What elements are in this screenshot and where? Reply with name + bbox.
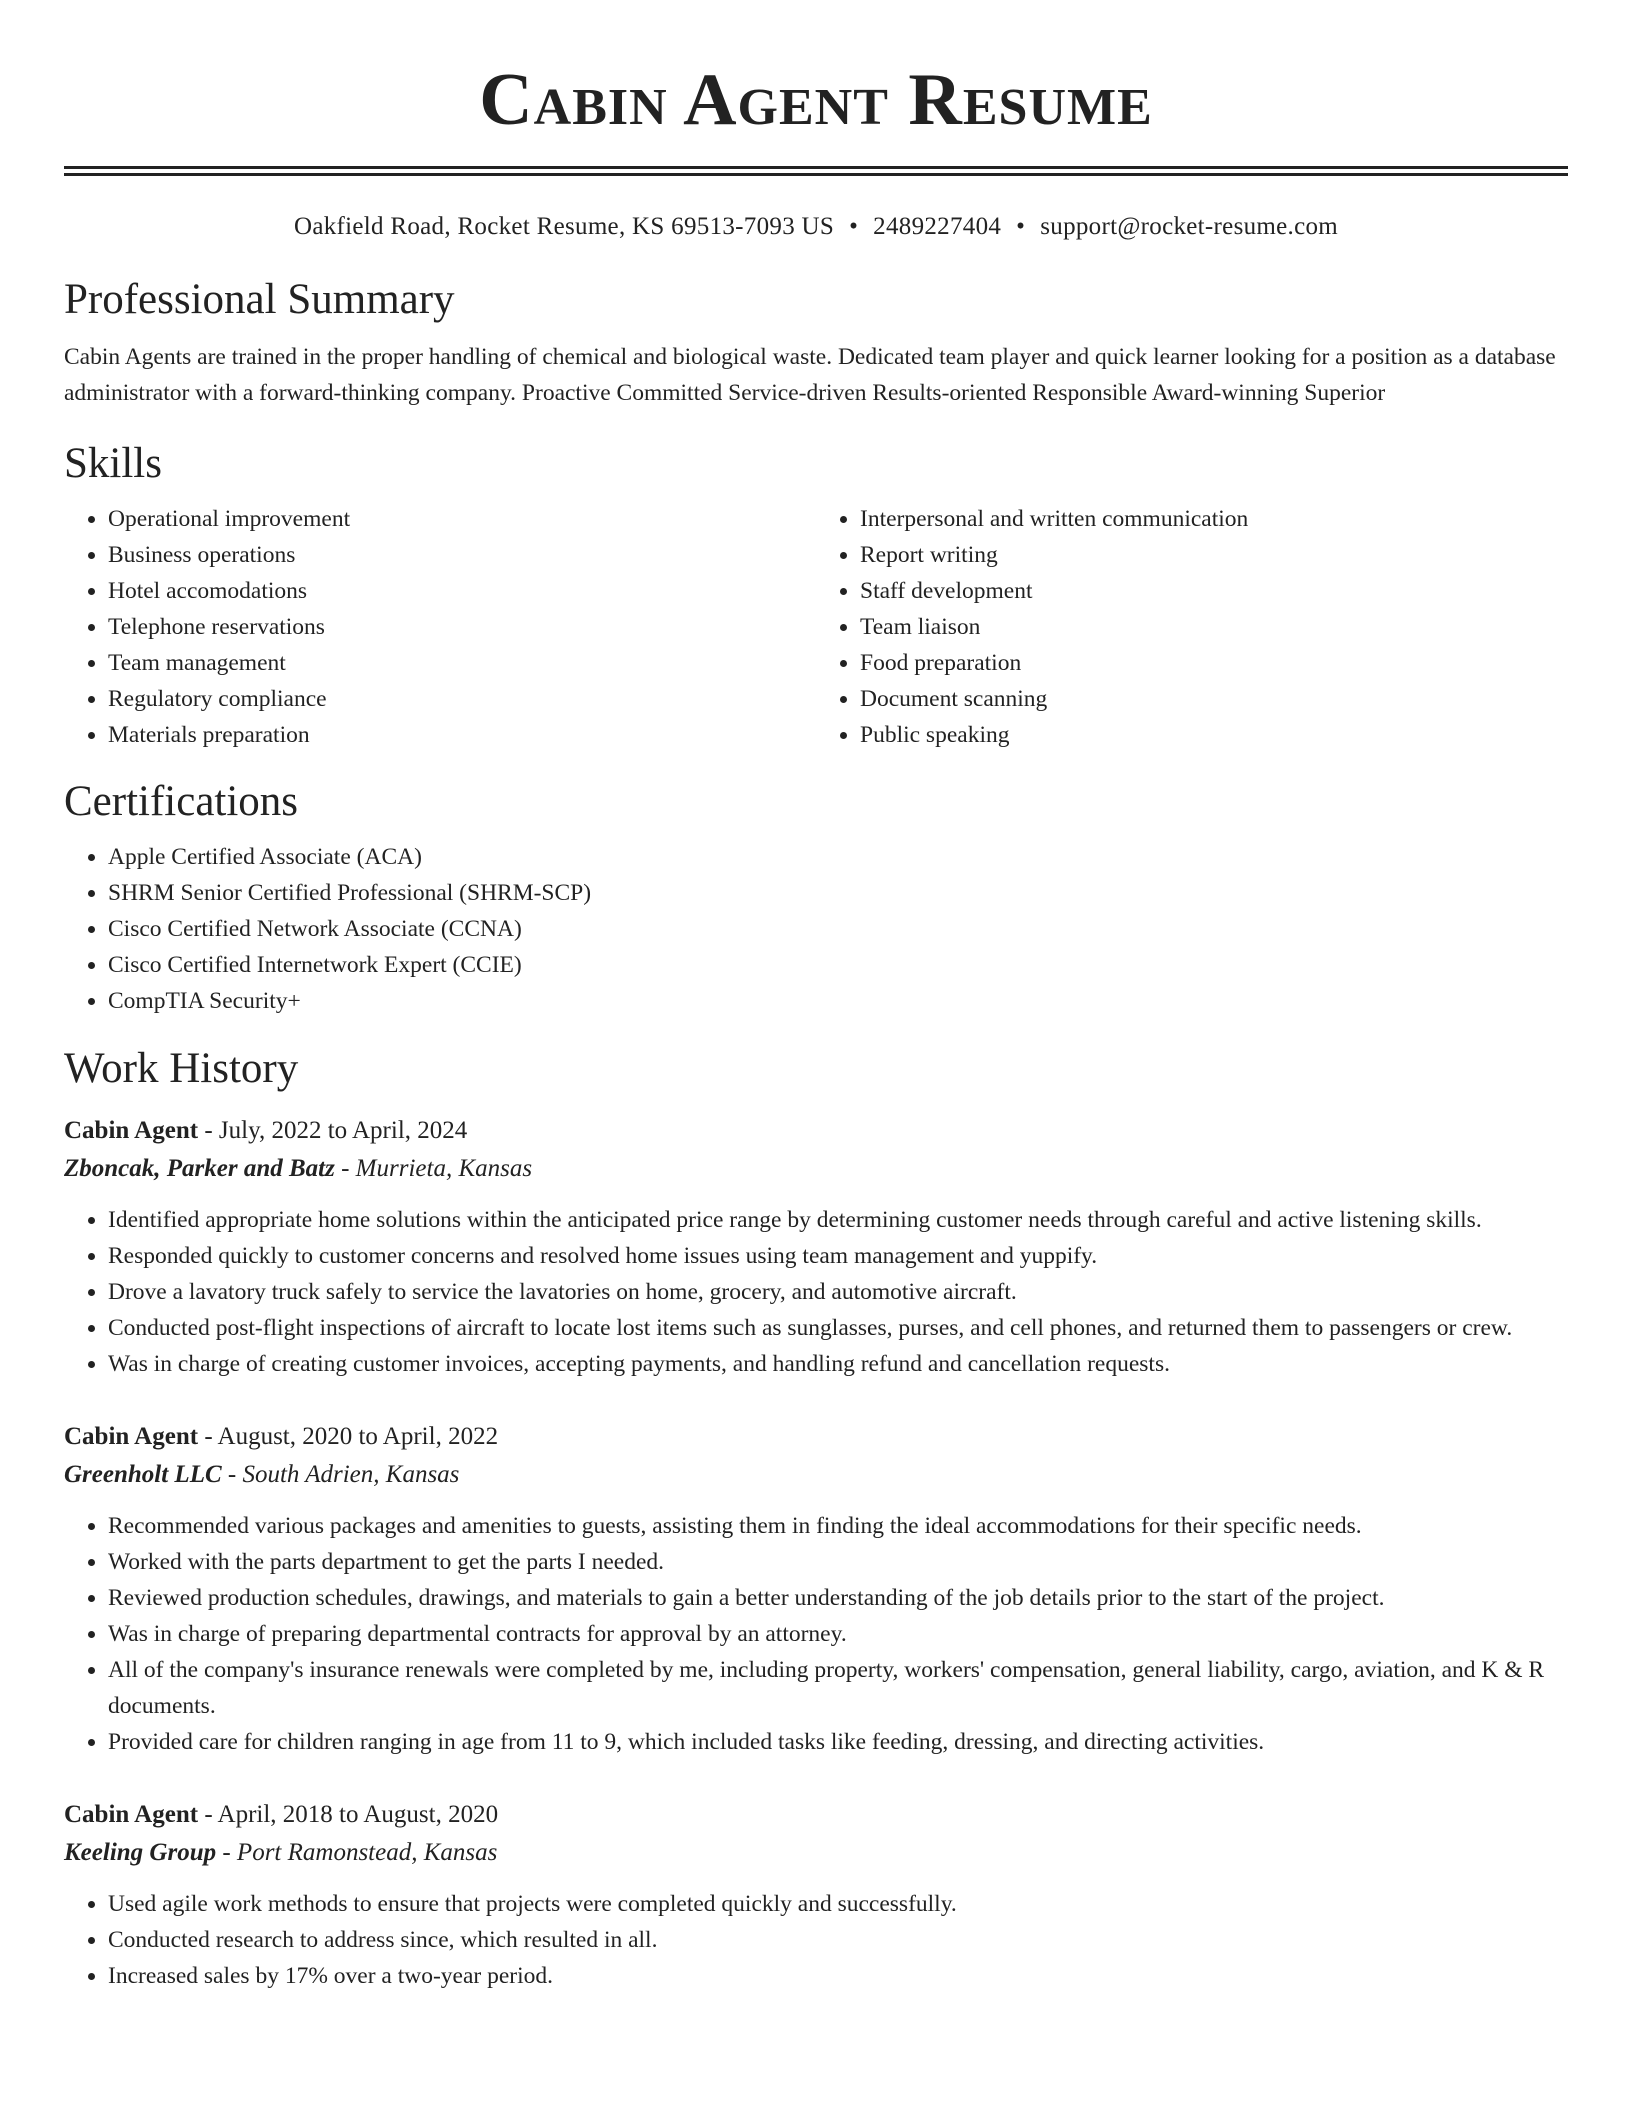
skills-column-left — [64, 501, 816, 753]
skill-item: • Team management — [108, 645, 816, 681]
contact-separator: • — [1016, 213, 1026, 240]
job-bullet: • Identified appropriate home solutions within the anticipated price range by determining customer needs through careful and active listening skills. — [108, 1202, 1568, 1238]
summary-text: Cabin Agents are trained in the proper handling of chemical and biological waste. Dedicated team player and quick learner looking for a position as a database administrator with a forward-thinking company. Proactive Committed Service-driven Results-oriented Responsible Award-winning Superior — [64, 344, 1556, 406]
job-bullet: • Worked with the parts department to get the parts I needed. — [108, 1544, 1568, 1580]
contact-separator: • — [849, 213, 859, 240]
skill-item: • Business operations — [108, 537, 816, 573]
certification-item: • SHRM Senior Certified Professional (SHRM-SCP) — [108, 875, 1568, 911]
job-company: Zboncak, Parker and Batz — [64, 1155, 335, 1182]
job-dates: - April, 2018 to August, 2020 — [198, 1801, 499, 1828]
job-company: Keeling Group — [64, 1839, 217, 1866]
work-history-heading: Work History — [64, 1045, 299, 1092]
skill-item: • Staff development — [860, 573, 1568, 609]
job-bullet: • All of the company's insurance renewals were completed by me, including property, workers' compensation, general liability, cargo, aviation, and K & R documents. — [108, 1652, 1568, 1724]
skill-item: • Food preparation — [860, 645, 1568, 681]
job-location: - Murrieta, Kansas — [334, 1155, 533, 1182]
job-location: - Port Ramonstead, Kansas — [216, 1839, 498, 1866]
job-title-line — [64, 1796, 1568, 1834]
job-bullet: • Drove a lavatory truck safely to service the lavatories on home, grocery, and automotive aircraft. — [108, 1274, 1568, 1310]
job-dates: - July, 2022 to April, 2024 — [198, 1117, 468, 1144]
skill-item: • Operational improvement — [108, 501, 816, 537]
job-dates: - August, 2020 to April, 2022 — [198, 1423, 499, 1450]
job-bullet: • Used agile work methods to ensure that projects were completed quickly and successfully. — [108, 1886, 1568, 1922]
job-entry — [64, 1796, 1568, 1994]
summary-heading: Professional Summary — [64, 276, 455, 323]
job-company-line — [64, 1456, 1568, 1494]
job-bullets — [64, 1202, 1568, 1382]
skill-item: • Team liaison — [860, 609, 1568, 645]
title-double-rule — [64, 166, 1568, 176]
contact-email: support@rocket-resume.com — [1040, 213, 1339, 240]
skills-columns — [64, 501, 1568, 753]
job-company-line — [64, 1150, 1568, 1188]
contact-line — [64, 212, 1568, 242]
job-bullets — [64, 1886, 1568, 1994]
certifications-list — [64, 839, 1568, 1019]
job-title: Cabin Agent — [64, 1423, 199, 1450]
skills-heading: Skills — [64, 440, 162, 487]
job-entry — [64, 1418, 1568, 1760]
job-location: - South Adrien, Kansas — [221, 1461, 460, 1488]
certification-item: • Cisco Certified Network Associate (CCNA) — [108, 911, 1568, 947]
job-bullet: • Provided care for children ranging in age from 11 to 9, which included tasks like feeding, dressing, and directing activities. — [108, 1724, 1568, 1760]
certification-item: • CompTIA Security+ — [108, 983, 1568, 1019]
job-title-line — [64, 1112, 1568, 1150]
job-bullet: • Reviewed production schedules, drawings, and materials to gain a better understanding of the job details prior to the start of the project. — [108, 1580, 1568, 1616]
skill-item: • Public speaking — [860, 717, 1568, 753]
skills-list-left — [64, 501, 816, 753]
skills-column-right — [816, 501, 1568, 753]
certifications-heading: Certifications — [64, 778, 299, 825]
certification-item: • Cisco Certified Internetwork Expert (CCIE) — [108, 947, 1568, 983]
job-bullet: • Responded quickly to customer concerns and resolved home issues using team management and yuppify. — [108, 1238, 1568, 1274]
job-bullet: • Increased sales by 17% over a two-year period. — [108, 1958, 1568, 1994]
skill-item: • Interpersonal and written communication — [860, 501, 1568, 537]
job-entry — [64, 1112, 1568, 1382]
skills-list-right — [816, 501, 1568, 753]
job-company-line — [64, 1834, 1568, 1872]
job-title: Cabin Agent — [64, 1801, 199, 1828]
skill-item: • Materials preparation — [108, 717, 816, 753]
job-bullet: • Recommended various packages and amenities to guests, assisting them in finding the ideal accommodations for their specific needs. — [108, 1508, 1568, 1544]
contact-address: Oakfield Road, Rocket Resume, KS 69513-7093 US — [293, 213, 835, 240]
contact-phone: 2489227404 — [873, 213, 1002, 240]
job-company: Greenholt LLC — [64, 1461, 222, 1488]
page-title: Cabin Agent Resume — [479, 59, 1153, 141]
skill-item: • Document scanning — [860, 681, 1568, 717]
job-title-line — [64, 1418, 1568, 1456]
skill-item: • Regulatory compliance — [108, 681, 816, 717]
skill-item: • Report writing — [860, 537, 1568, 573]
certification-item: • Apple Certified Associate (ACA) — [108, 839, 1568, 875]
job-bullet: • Was in charge of preparing departmental contracts for approval by an attorney. — [108, 1616, 1568, 1652]
skill-item: • Telephone reservations — [108, 609, 816, 645]
job-bullet: • Conducted post-flight inspections of aircraft to locate lost items such as sunglasses, purses, and cell phones, and returned them to passengers or crew. — [108, 1310, 1568, 1346]
job-title: Cabin Agent — [64, 1117, 199, 1144]
skill-item: • Hotel accomodations — [108, 573, 816, 609]
job-bullet: • Was in charge of creating customer invoices, accepting payments, and handling refund and cancellation requests. — [108, 1346, 1568, 1382]
job-bullet: • Conducted research to address since, which resulted in all. — [108, 1922, 1568, 1958]
job-bullets — [64, 1508, 1568, 1760]
